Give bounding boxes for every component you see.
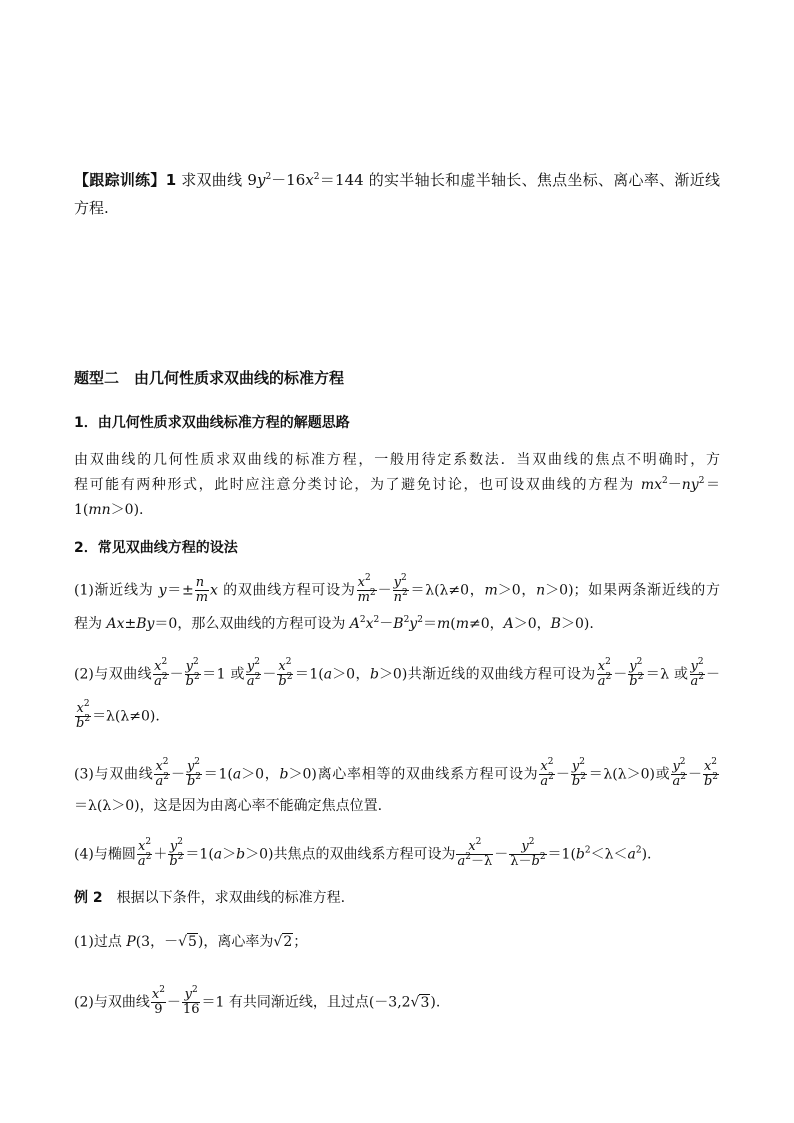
section2-item2-line-2: $\frac{x^2}{b^2}$ ＝λ(λ≠0). xyxy=(76,699,160,731)
section1-line-1: 由双曲线的几何性质求双曲线的标准方程，一般用待定系数法．当双曲线的焦点不明确时，方 xyxy=(74,452,720,468)
example2-line xyxy=(74,888,345,908)
section1-line-2: 程可能有两种形式，此时应注意分类讨论，为了避免讨论，也可设双曲线的方程为 $mx^2-ny^2=$ xyxy=(74,476,720,493)
section1-heading: 1．由几何性质求双曲线标准方程的解题思路 xyxy=(74,415,350,431)
example2-q1: (1)过点 P(3，－√5)，离心率为√2； xyxy=(74,934,308,950)
practice-label: 【跟踪训练】1 xyxy=(74,171,177,189)
practice-line-1: 【跟踪训练】1 求双曲线 $9y^2-16x^2=144$ 的实半轴长和虚半轴长、焦点坐标、离心率、渐近线 xyxy=(74,171,720,189)
section2-item1-line-1: (1)渐近线为 y＝± $\frac{n}{m}$ x 的双曲线方程可设为 $\frac{x^2}{m^2}$ － $\frac{y^2}{n^2}$ ＝λ(λ≠0，m＞0，n＞0)；如果两条渐近线的方 xyxy=(74,573,721,605)
section2-item4-line-1: (4)与椭圆 $\frac{x^2}{a^2}$ ＋ $\frac{y^2}{b^2}$ ＝1(a＞b＞0)共焦点的双曲线系方程可设为 $\frac{x^2}{a^2-\lambda}$ － $\frac{y^2}{\lambda-b^2}$ $=1(b^2<\lambda<a^2)$. xyxy=(74,837,652,869)
example2-q2: (2)与双曲线 $\frac{x^2}{9}$ － $\frac{y^2}{16}$ ＝1 有共同渐近线，且过点(－3,2√3). xyxy=(74,985,441,1017)
section2-item1-line-2: 程为 Ax±By＝0，那么双曲线的方程可设为 $A^2x^2-B^2y^2=m(m\ne 0$，A＞0，B＞0). xyxy=(74,615,594,632)
section2-item3-line-2: ＝λ(λ＞0)，这是因为由离心率不能确定焦点位置. xyxy=(74,798,383,814)
section2-heading: 2．常见双曲线方程的设法 xyxy=(74,540,238,556)
section1-line-3: 1(mn＞0). xyxy=(74,502,144,518)
example2-label: 例 2 xyxy=(74,890,103,906)
type2-heading: 题型二 由几何性质求双曲线的标准方程 xyxy=(74,369,345,387)
practice-line-2: 方程. xyxy=(74,199,109,217)
section2-item2-line-1: (2)与双曲线 $\frac{x^2}{a^2}$ － $\frac{y^2}{b^2}$ ＝1 或 $\frac{y^2}{a^2}$ － $\frac{x^2}{b^2}$ ＝1(a＞0，b＞0)共渐近线的双曲线方程可设为 $\frac{x^2}{a^2}$ － $\frac{y^2}{b^2}$ ＝λ 或 $\frac{y^2}{a^2}$ － xyxy=(74,657,720,689)
example2-prompt: 根据以下条件，求双曲线的标准方程. xyxy=(116,890,346,906)
section2-item3-line-1: (3)与双曲线 $\frac{x^2}{a^2}$ － $\frac{y^2}{b^2}$ ＝1(a＞0，b＞0)离心率相等的双曲线系方程可设为 $\frac{x^2}{a^2}$ － $\frac{y^2}{b^2}$ ＝λ(λ＞0)或 $\frac{y^2}{a^2}$ － $\frac{x^2}{b^2}$ xyxy=(74,757,718,789)
